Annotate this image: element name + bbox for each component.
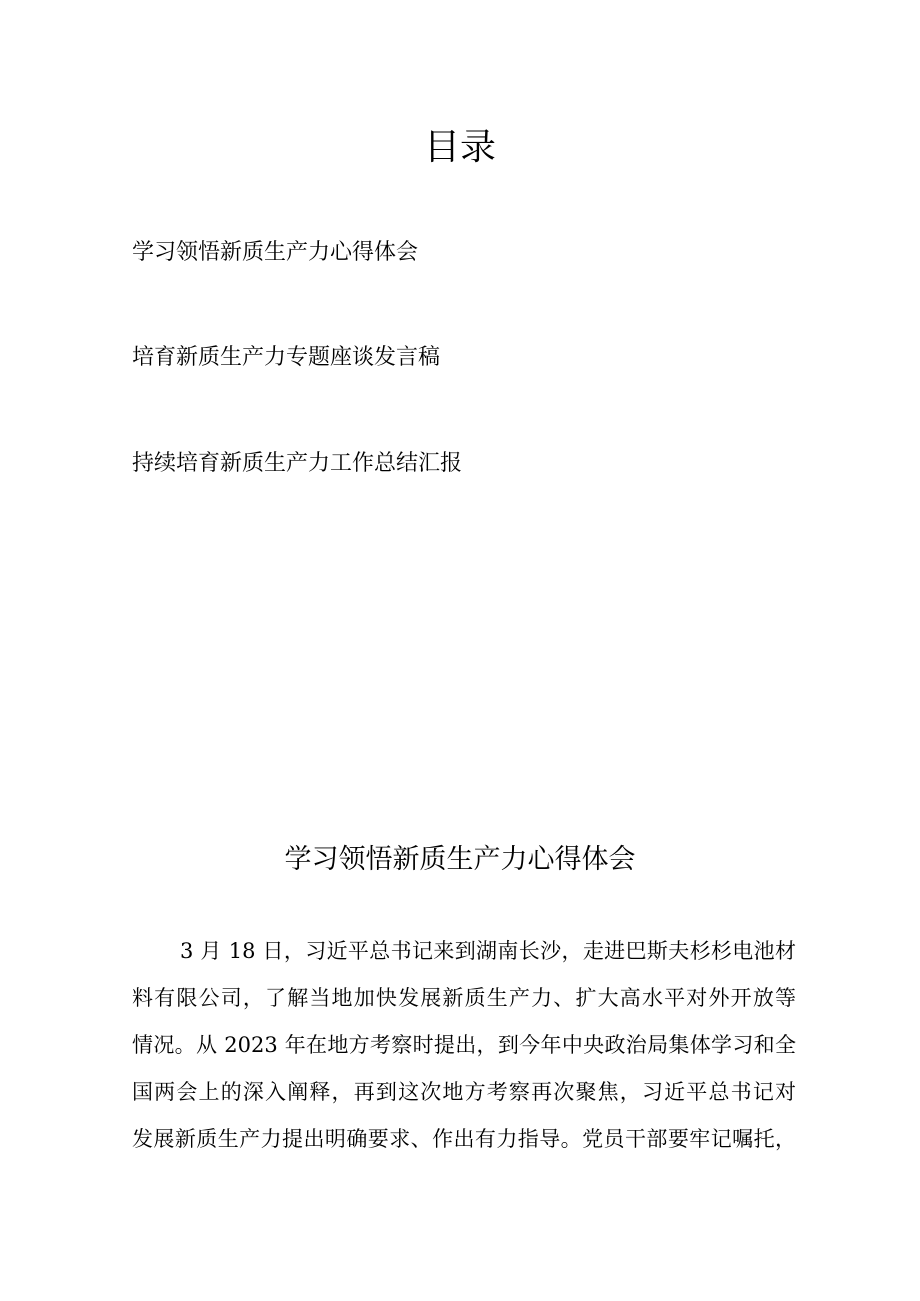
- article-line: 发展新质生产力提出明确要求、作出有力指导。党员干部要牢记嘱托，: [132, 1127, 796, 1151]
- article-line: 国两会上的深入阐释，再到这次地方考察再次聚焦，习近平总书记对: [132, 1080, 796, 1104]
- toc-title: 目录: [423, 127, 496, 168]
- article-line: 情况。从 2023 年在地方考察时提出，到今年中央政治局集体学习和全: [132, 1033, 796, 1057]
- article-body: [132, 928, 796, 1163]
- toc-item-3[interactable]: 持续培育新质生产力工作总结汇报: [132, 451, 463, 476]
- toc-item-1[interactable]: 学习领悟新质生产力心得体会: [132, 240, 419, 265]
- article-line: 3 月 18 日，习近平总书记来到湖南长沙，走进巴斯夫杉杉电池材: [180, 939, 796, 963]
- article-title: 学习领悟新质生产力心得体会: [284, 844, 636, 875]
- article-line: 料有限公司，了解当地加快发展新质生产力、扩大高水平对外开放等: [132, 986, 796, 1010]
- toc-item-2[interactable]: 培育新质生产力专题座谈发言稿: [132, 345, 441, 370]
